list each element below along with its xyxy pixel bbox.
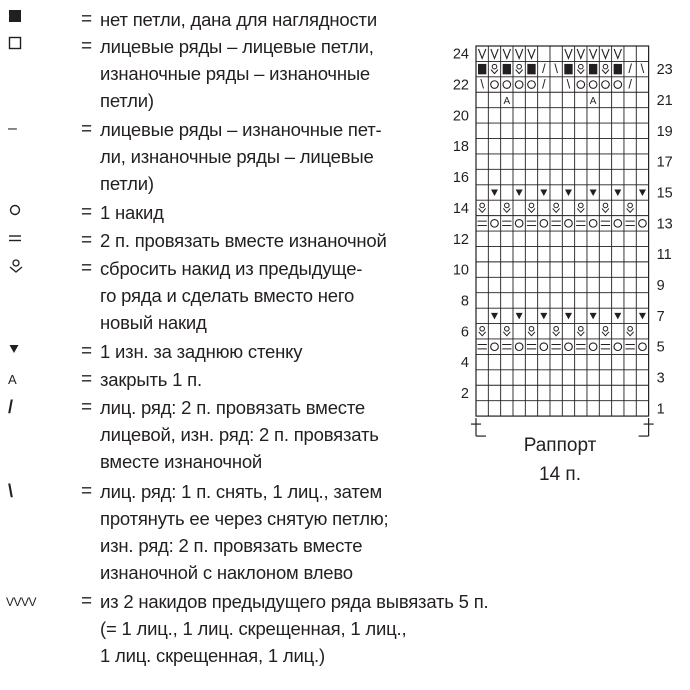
right-dec-mark: /	[542, 76, 546, 92]
row-number-left: 2	[460, 385, 469, 402]
legend-text: ли, изнаночные ряды – лицевые	[100, 146, 374, 167]
row-number-left: 22	[452, 77, 469, 94]
filled-square-mark	[614, 64, 622, 74]
dash-icon: –	[8, 120, 17, 137]
increase-five-icon: VVVV	[6, 595, 37, 609]
bind-off-icon: A	[8, 372, 17, 387]
legend-text: (= 1 лиц., 1 лиц. скрещенная, 1 лиц.,	[100, 618, 407, 639]
legend-text: протянуть ее через снятую петлю;	[100, 508, 389, 529]
dropped-yarn-over-icon	[8, 258, 68, 282]
row-number-left: 4	[460, 355, 469, 372]
legend-text: изнаночные ряды – изнаночные	[100, 63, 371, 84]
row-number-right: 15	[656, 185, 673, 202]
filled-square-mark	[589, 64, 597, 74]
row-number-right: 3	[656, 370, 665, 387]
backslash-icon: \	[8, 481, 14, 501]
equals-sign: =	[81, 369, 93, 390]
right-dec-mark: /	[542, 61, 546, 77]
legend-text: 1 накид	[100, 202, 164, 223]
row-number-left: 6	[460, 324, 469, 341]
legend-text: нет петли, дана для наглядности	[100, 9, 377, 30]
empty-square-icon	[8, 36, 68, 60]
equals-sign: =	[81, 341, 93, 362]
row-number-left: 18	[452, 139, 469, 156]
legend-text: изн. ряд: 2 п. провязать вместе	[100, 535, 363, 556]
row-number-right: 1	[656, 401, 665, 418]
legend-text: закрыть 1 п.	[100, 369, 202, 390]
chart-grid	[440, 36, 690, 476]
equals-sign: =	[81, 202, 93, 223]
equals-sign: =	[81, 9, 93, 30]
equals-sign: =	[81, 481, 93, 502]
row-number-right: 13	[656, 216, 673, 233]
row-number-right: 19	[656, 123, 673, 140]
legend-text: 1 изн. за заднюю стенку	[100, 341, 303, 362]
legend-text: лиц. ряд: 2 п. провязать вместе	[100, 397, 365, 418]
legend-text: 2 п. провязать вместе изнаночной	[100, 230, 387, 251]
row-number-right: 7	[656, 308, 665, 325]
filled-square-mark	[564, 64, 572, 74]
right-dec-mark: /	[628, 76, 632, 92]
row-number-left: 20	[452, 108, 469, 125]
row-number-left: 24	[452, 46, 469, 63]
filled-square-mark	[503, 64, 511, 74]
legend-text: петли)	[100, 173, 154, 194]
legend-text: из 2 накидов предыдущего ряда вывязать 5 п.	[100, 591, 489, 612]
filled-square-icon	[8, 9, 68, 33]
legend-text: петли)	[100, 90, 154, 111]
row-number-right: 9	[656, 278, 665, 295]
bind-off-mark: A	[503, 95, 511, 107]
equals-sign: =	[81, 119, 93, 140]
circle-icon	[8, 203, 68, 227]
legend-text: лицевые ряды – лицевые петли,	[100, 36, 374, 57]
equals-sign: =	[81, 591, 93, 612]
legend-text: лицевой, изн. ряд: 2 п. провязать	[100, 424, 379, 445]
left-dec-mark: \	[480, 76, 484, 92]
row-number-left: 16	[452, 170, 469, 187]
left-dec-mark: \	[566, 76, 571, 92]
left-dec-mark: \	[554, 61, 558, 77]
filled-square-mark	[527, 64, 535, 74]
row-number-left: 8	[460, 293, 469, 310]
legend-text: лиц. ряд: 1 п. снять, 1 лиц., затем	[100, 481, 382, 502]
right-dec-mark: /	[628, 61, 632, 77]
double-line-icon	[8, 231, 68, 255]
left-dec-mark: \	[640, 61, 645, 77]
row-number-left: 10	[452, 262, 469, 279]
row-number-left: 14	[452, 200, 469, 217]
row-number-right: 23	[656, 62, 673, 79]
equals-sign: =	[81, 258, 93, 279]
row-number-right: 11	[656, 247, 672, 264]
bind-off-mark: A	[589, 95, 597, 107]
row-number-right: 5	[656, 339, 665, 356]
row-number-left: 12	[452, 231, 469, 248]
rapport-count: 14 п.	[539, 464, 581, 485]
equals-sign: =	[81, 36, 93, 57]
knitting-chart	[440, 36, 690, 496]
legend-text: лицевые ряды – изнаночные пет-	[100, 119, 382, 140]
equals-sign: =	[81, 230, 93, 251]
legend-text: 1 лиц. скрещенная, 1 лиц.)	[100, 645, 325, 666]
legend-text: вместе изнаночной	[100, 451, 263, 472]
row-number-right: 21	[656, 92, 673, 109]
legend-text: го ряда и сделать вместо него	[100, 285, 355, 306]
legend-text: новый накид	[100, 312, 207, 333]
legend-text: изнаночной с наклоном влево	[100, 562, 353, 583]
slash-icon: /	[8, 397, 14, 417]
legend-text: сбросить накид из предыдуще-	[100, 258, 363, 279]
filled-square-mark	[478, 64, 486, 74]
down-triangle-icon	[8, 343, 68, 367]
equals-sign: =	[81, 397, 93, 418]
rapport-label: Раппорт	[523, 435, 597, 456]
row-number-right: 17	[656, 154, 673, 171]
